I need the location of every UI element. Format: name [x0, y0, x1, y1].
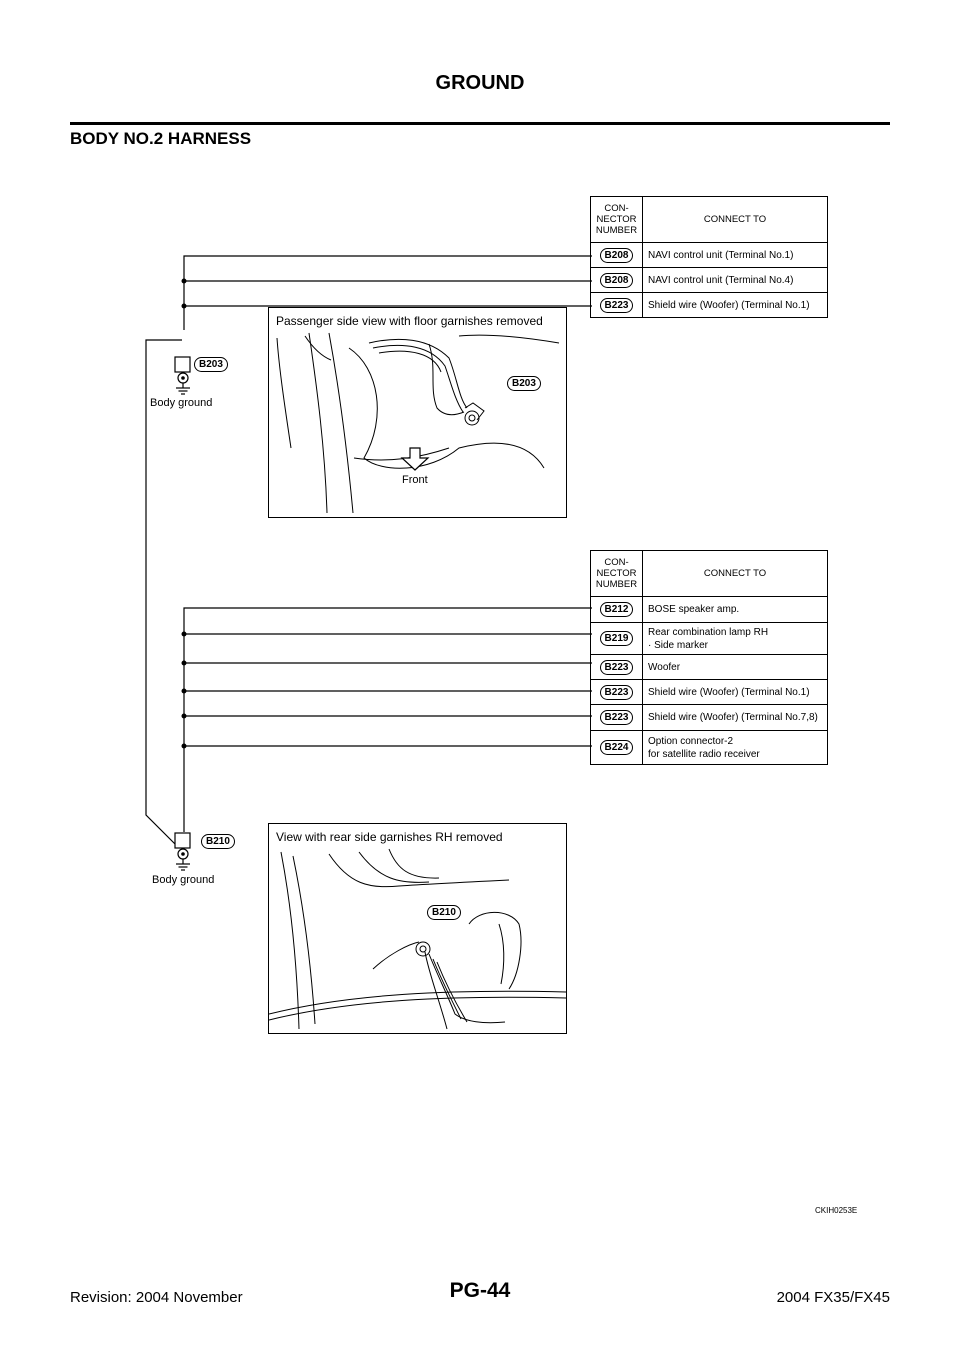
front-arrow-icon	[402, 448, 428, 470]
figure-code: CKIH0253E	[815, 1206, 858, 1215]
connector-badge-b203: B203	[194, 357, 228, 372]
splice-dot	[182, 632, 187, 637]
table-header-connector: CON- NECTOR NUMBER	[591, 197, 643, 243]
section-heading: BODY NO.2 HARNESS	[70, 129, 252, 148]
footer-model: 2004 FX35/FX45	[776, 1289, 890, 1306]
connector-badge-b203: B203	[507, 376, 541, 391]
wire-b212	[184, 608, 592, 832]
ground-symbol-icon	[175, 357, 190, 394]
vehicle-interior-illustration	[269, 308, 567, 518]
view-caption: View with rear side garnishes RH removed	[276, 830, 503, 844]
table-row: B223 Shield wire (Woofer) (Terminal No.1)	[591, 293, 828, 318]
splice-dot	[182, 279, 187, 284]
table-row: B223 Shield wire (Woofer) (Terminal No.7,8)	[591, 705, 828, 731]
splice-dot	[182, 689, 187, 694]
ground-symbol-icon	[175, 833, 190, 870]
splice-dot	[182, 744, 187, 749]
table-row: B208 NAVI control unit (Terminal No.4)	[591, 268, 828, 293]
vehicle-interior-illustration	[269, 824, 567, 1034]
front-label: Front	[402, 474, 428, 486]
table-header-connect-to: CONNECT TO	[643, 551, 828, 597]
ground-bus	[146, 340, 182, 845]
ground-label: Body ground	[150, 397, 213, 409]
table-row: B223 Shield wire (Woofer) (Terminal No.1)	[591, 680, 828, 705]
connector-badge-b210: B210	[427, 905, 461, 920]
connector-badge-b210: B210	[201, 834, 235, 849]
table-row: B224 Option connector-2 for satellite radio receiver	[591, 731, 828, 765]
table-header-connect-to: CONNECT TO	[643, 197, 828, 243]
footer-revision: Revision: 2004 November	[70, 1289, 243, 1306]
page-title: GROUND	[435, 72, 525, 94]
table-row: B212 BOSE speaker amp.	[591, 597, 828, 623]
table-row: B223 Woofer	[591, 655, 828, 680]
splice-dot	[182, 304, 187, 309]
ground-label: Body ground	[152, 874, 215, 886]
connector-table-upper	[590, 196, 828, 318]
view-passenger-side	[268, 307, 567, 518]
splice-dot	[182, 714, 187, 719]
table-header-connector: CON- NECTOR NUMBER	[591, 551, 643, 597]
view-rear-side	[268, 823, 567, 1034]
footer-page-number: PG-44	[449, 1279, 511, 1302]
connector-table-lower	[590, 550, 828, 765]
table-row: B208 NAVI control unit (Terminal No.1)	[591, 243, 828, 268]
splice-dot	[182, 661, 187, 666]
table-row: B219 Rear combination lamp RH · Side marker	[591, 623, 828, 655]
view-caption: Passenger side view with floor garnishes removed	[276, 314, 543, 328]
